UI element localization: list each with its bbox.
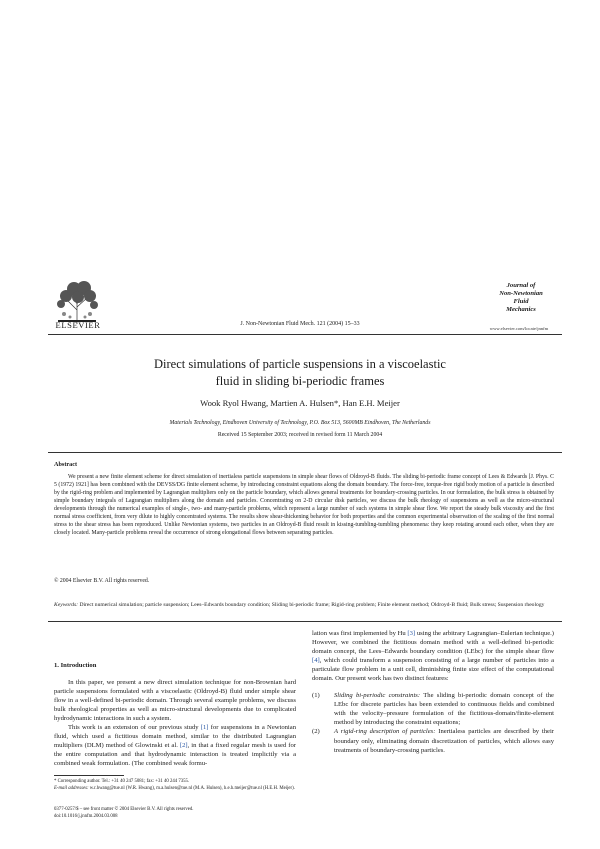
paragraph: In this paper, we present a new direct simulation technique for non-Brownian hard particle suspensions formulated with a viscoelastic (Oldroyd-B) fluid under simple shear flow in a well-defined bi-periodic domain. Through several example problems, we discuss bulk rheological properties as well as micro-structural developments due to complicated hydrodynamic interactions in such a system. (54, 679, 296, 723)
publisher-name: ELSEVIER (55, 320, 101, 330)
copyright-line: © 2004 Elsevier B.V. All rights reserved. (54, 578, 150, 584)
abstract-text: We present a new finite element scheme for direct simulation of inertialess particle suspensions in simple shear flows of Oldroyd-B fluids. The sliding bi-periodic frame concept of Lees & Edwards [J. Phys. C 5 (1972) 1921] has been combined with the DEVSS/DG finite element scheme, by introducing constraint equations along the domain boundary. The force-free, torque-free rigid body motion of a particle is described by the rigid-ring problem and implemented by Lagrangian multipliers only on the particle boundary, which allows general treatments for boundary-crossing particles. In our formulation, the bulk stress is obtained by simple boundary integrals of Lagrangian multipliers along the domain and particles. Concentrating on 2-D circular disk particles, we discuss the bulk rheology of suspensions as well as the micro-structural developments through the numerical examples of single-, two- and many-particle problems, which represent a large number of such systems in simple shear flow. We report the steady bulk viscosity and the first normal stress coefficient, from very dilute to highly concentrated systems. The results show shear-thickening behavior for both properties and the common experimental observation of the scaling of the first normal stress to the shear stress has been reproduced. Unlike Newtonian systems, two particles in an Oldroyd-B fluid result in kissing-tumbling-tumbling phenomena: they keep rotating around each other, when they are closely located. Many-particle problems reveal the occurrence of strong elongational flows between separating particles. (54, 474, 554, 537)
corresponding-author: * Corresponding author. Tel.: +31 40 247 5081; fax: +31 40 244 7355. (54, 779, 190, 784)
journal-title-line: Mechanics (506, 306, 536, 313)
list-number: (1) (312, 692, 320, 700)
journal-title (486, 282, 556, 314)
text-run: This work is an extension of our previous study (68, 724, 201, 732)
author-affiliation: Materials Technology, Eindhoven University of Technology, P.O. Box 513, 5600MB Eindhoven, The Netherlands (169, 420, 431, 426)
paragraph (312, 629, 554, 683)
keywords (54, 601, 554, 609)
issn-line: 0377-0257/$ – see front matter © 2004 Elsevier B.V. All rights reserved. (54, 807, 194, 812)
email-addresses (54, 786, 296, 793)
email-list: w.r.hwang@tue.nl (W.R. Hwang), m.a.hulsen@tue.nl (M.A. Hulsen), h.e.h.meijer@tue.nl (H.E.H. Meijer). (88, 785, 295, 791)
issn-block (54, 807, 296, 820)
reference-link[interactable]: [1] (200, 724, 209, 732)
text-run: , in that a fixed regular mesh is used for the entire computation and that hydrodynamic interaction is treated implicitly via a combined weak formulation. (The combined weak formu- (54, 742, 296, 768)
abstract-heading: Abstract (54, 461, 78, 468)
footnote (54, 779, 296, 792)
journal-citation: J. Non-Newtonian Fluid Mech. 121 (2004) 15–33 (240, 321, 360, 327)
reference-link[interactable]: [4] (312, 657, 320, 665)
text-run: , which could transform a suspension consisting of a large number of particles into a particulate flow problem in a unit cell, diminishing finite size effect of the computational domain. Our present work has two distinct features: (312, 657, 554, 683)
list-number: (2) (312, 728, 320, 736)
feature-list (312, 691, 554, 754)
reference-link[interactable]: [3] (407, 630, 416, 637)
author-list: Wook Ryol Hwang, Martien A. Hulsen*, Han E.H. Meijer (200, 398, 400, 408)
list-text: Inertialess particles are described by their boundary only, eliminating domain discretization of particles, which allows easy treatments of boundary-crossing particles. (334, 728, 554, 754)
text-run: using the arbitrary Lagrangian–Eulerian technique.) However, we combined the fictitious domain method with a well-defined bi-periodic domain concept, the Lees–Edwards boundary condition (LEbc) for the simple shear flow (312, 630, 555, 656)
journal-title-line: Non-Newtonian (499, 290, 543, 297)
text-run: lation was first implemented by Hu (312, 630, 408, 637)
list-item (312, 727, 554, 754)
journal-url-link[interactable]: www.elsevier.com/locate/jnnfm (489, 326, 549, 331)
article-title (60, 356, 540, 390)
list-item (312, 691, 554, 727)
received-dates: Received 15 September 2003; received in revised form 11 March 2004 (217, 432, 383, 438)
left-column (54, 678, 296, 768)
article-title-line: fluid in sliding bi-periodic frames (215, 374, 385, 388)
list-lead: Sliding bi-periodic constraints: (334, 692, 421, 700)
list-text: The sliding bi-periodic domain concept of the LEbc for discrete particles has been extended to continuous fields and combined with the velocity–pressure formulation of the fictitious-domain/finite-element method by introducing the constraint equations; (334, 692, 554, 727)
right-column (312, 629, 554, 755)
text-run: for suspensions in a Newtonian fluid, which used a fictitious domain method, similar to the distributed Lagrangian multipliers (DLM) method of Glowinski et al. (54, 724, 296, 750)
email-label: E-mail addresses: (54, 785, 89, 791)
keywords-text: Direct numerical simulation; particle suspension; Lees–Edwards boundary condition; Sliding bi-periodic frame; Rigid-ring problem; Finite element method; Oldroyd-B fluid; Bulk stress; Suspension rheology (79, 602, 545, 608)
footnote-rule (54, 775, 124, 776)
keywords-label: Keywords: (54, 602, 79, 608)
journal-title-line: Fluid (513, 298, 529, 305)
abstract-bottom-rule (48, 621, 562, 622)
list-lead: A rigid-ring description of particles: (334, 728, 436, 736)
reference-link[interactable]: [2] (179, 742, 188, 750)
paragraph (54, 723, 296, 768)
journal-title-line: Journal of (506, 282, 536, 289)
doi-link[interactable]: doi:10.1016/j.jnnfm.2004.03.008 (54, 813, 118, 819)
article-title-line: Direct simulations of particle suspensions in a viscoelastic (154, 357, 446, 371)
header-rule (48, 334, 562, 335)
elsevier-tree-logo (52, 276, 102, 326)
abstract-top-rule (48, 452, 562, 453)
section-heading-introduction: 1. Introduction (54, 662, 97, 669)
